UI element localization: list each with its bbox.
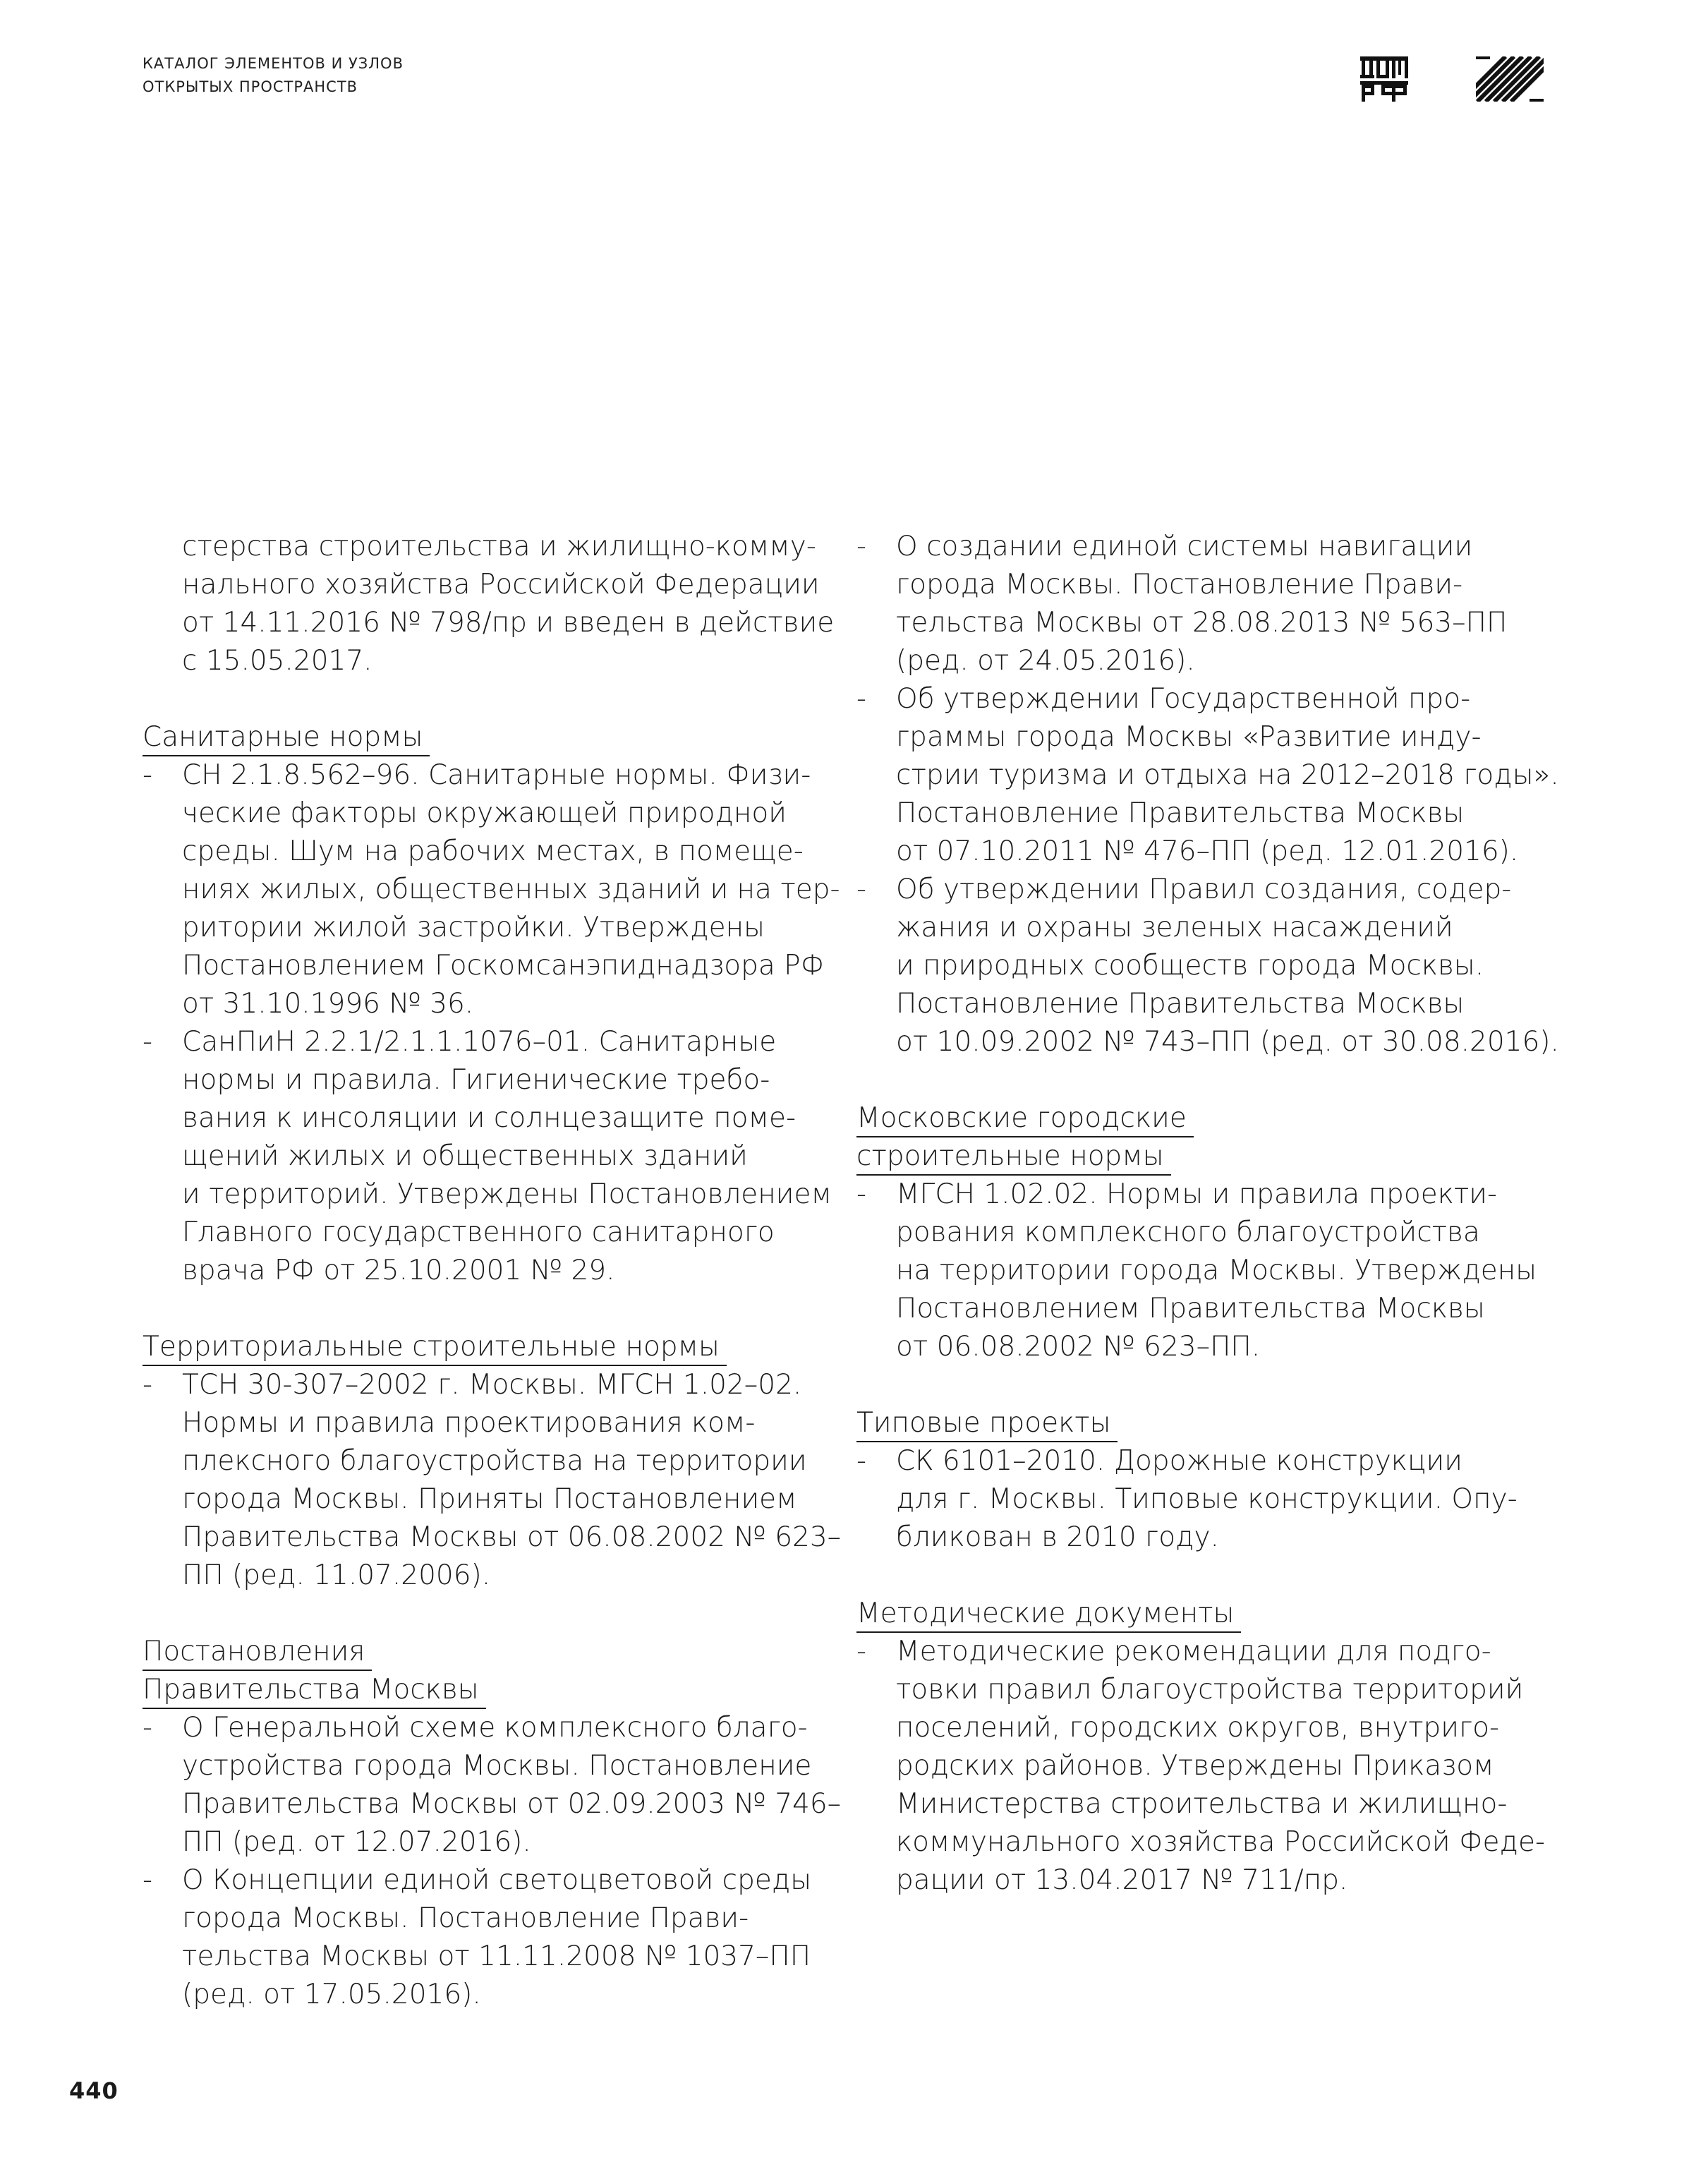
text-line: МГСН 1.02.02. Нормы и правила проекти- <box>896 1178 1498 1210</box>
list-item <box>143 756 855 1023</box>
text-line: Постановление Правительства Москвы <box>896 988 1465 1020</box>
text-line: устройства города Москвы. Постановление <box>182 1750 812 1782</box>
text-line: О создании единой системы навигации <box>896 531 1473 562</box>
text-line: Постановлением Правительства Москвы <box>896 1293 1485 1324</box>
text-line: Постановление Правительства Москвы <box>896 797 1465 829</box>
list-marker: - <box>856 1445 867 1477</box>
text-line: и природных сообществ города Москвы. <box>896 950 1484 982</box>
text-line: от 14.11.2016 № 798/пр и введен в действие <box>182 607 835 639</box>
list-item <box>143 1709 855 1861</box>
text-line: тельства Москвы от 11.11.2008 № 1037–ПП <box>182 1940 811 1972</box>
text-line: от 06.08.2002 № 623–ПП. <box>896 1331 1261 1363</box>
list-item <box>856 680 1569 871</box>
text-line: товки правил благоустройства территорий <box>896 1674 1524 1706</box>
section-heading-line: Санитарные нормы <box>143 720 430 756</box>
list-item <box>856 871 1569 1061</box>
list-item <box>856 1633 1569 1900</box>
text-line: ческие факторы окружающей природной <box>182 797 787 829</box>
section-heading <box>856 1595 1569 1633</box>
diagonal-pattern-logo-icon <box>1476 56 1544 102</box>
text-line: коммунального хозяйства Российской Феде- <box>896 1826 1546 1858</box>
running-header-line-1: КАТАЛОГ ЭЛЕМЕНТОВ И УЗЛОВ <box>143 55 404 72</box>
text-line: на территории города Москвы. Утверждены <box>896 1255 1537 1286</box>
text-line: с 15.05.2017. <box>182 645 373 677</box>
text-line: Правительства Москвы от 02.09.2003 № 746– <box>182 1788 842 1820</box>
section-heading-line: Московские городские <box>856 1101 1194 1137</box>
text-line: среды. Шум на рабочих местах, в помеще- <box>182 835 804 867</box>
list-marker: - <box>856 1636 867 1667</box>
text-line: города Москвы. Постановление Прави- <box>182 1902 749 1934</box>
list-item <box>143 1366 855 1595</box>
section-heading <box>143 718 855 756</box>
section-territorial-norms <box>143 1328 855 1595</box>
section-heading-line: Правительства Москвы <box>143 1672 486 1709</box>
left-column <box>143 528 855 2014</box>
text-line: от 31.10.1996 № 36. <box>182 988 474 1020</box>
text-line: СанПиН 2.2.1/2.1.1.1076–01. Санитарные <box>182 1026 777 1058</box>
text-line: СН 2.1.8.562–96. Санитарные нормы. Физи- <box>182 759 811 791</box>
text-line: и территорий. Утверждены Постановлением <box>182 1178 832 1210</box>
text-line: щений жилых и общественных зданий <box>182 1140 748 1172</box>
dom-rf-logo-icon <box>1360 56 1408 102</box>
section-heading <box>143 1328 855 1366</box>
text-line: Нормы и правила проектирования ком- <box>182 1407 756 1439</box>
text-line: (ред. от 24.05.2016). <box>896 645 1195 677</box>
text-line: от 10.09.2002 № 743–ПП (ред. от 30.08.2016). <box>896 1026 1559 1058</box>
section-sanitary-norms <box>143 718 855 1290</box>
list-marker: - <box>856 683 867 715</box>
running-header <box>143 52 404 99</box>
text-line: города Москвы. Постановление Прави- <box>896 569 1463 600</box>
list-marker: - <box>143 1864 153 1896</box>
text-line: от 07.10.2011 № 476–ПП (ред. 12.01.2016). <box>896 835 1519 867</box>
running-header-line-2: ОТКРЫТЫХ ПРОСТРАНСТВ <box>143 78 358 95</box>
text-line: О Генеральной схеме комплексного благо- <box>182 1712 808 1744</box>
text-line: Правительства Москвы от 06.08.2002 № 623– <box>182 1521 842 1553</box>
section-heading-line: Территориальные строительные нормы <box>143 1329 727 1366</box>
section-methodological-documents <box>856 1595 1569 1900</box>
text-line: Методические рекомендации для подго- <box>896 1636 1491 1667</box>
text-line: тельства Москвы от 28.08.2013 № 563–ПП <box>896 607 1508 639</box>
text-line: стрии туризма и отдыха на 2012–2018 годы». <box>896 759 1559 791</box>
list-marker: - <box>143 1712 153 1744</box>
text-line: граммы города Москвы «Развитие инду- <box>896 721 1482 753</box>
text-line: родских районов. Утверждены Приказом <box>896 1750 1494 1782</box>
text-line: Министерства строительства и жилищно- <box>896 1788 1508 1820</box>
intro-continuation <box>143 528 855 680</box>
text-line: ТСН 30-307–2002 г. Москвы. МГСН 1.02–02. <box>182 1369 802 1401</box>
list-item <box>856 528 1569 680</box>
text-line: нормы и правила. Гигиенические требо- <box>182 1064 770 1096</box>
text-line: вания к инсоляции и солнцезащите поме- <box>182 1102 797 1134</box>
section-heading-line: Типовые проекты <box>856 1406 1118 1442</box>
list-item <box>143 1023 855 1290</box>
text-line: СК 6101–2010. Дорожные конструкции <box>896 1445 1462 1477</box>
text-line: Постановлением Госкомсанэпиднадзора РФ <box>182 950 825 982</box>
list-marker: - <box>143 1369 153 1401</box>
section-moscow-government-resolutions <box>143 1633 855 2014</box>
section-heading <box>856 1099 1569 1176</box>
text-line: плексного благоустройства на территории <box>182 1445 807 1477</box>
list-marker: - <box>856 531 867 562</box>
text-line: ПП (ред. 11.07.2006). <box>182 1559 491 1591</box>
list-item <box>143 1861 855 2014</box>
text-line: ПП (ред. от 12.07.2016). <box>182 1826 531 1858</box>
text-line: поселений, городских округов, внутриго- <box>896 1712 1500 1744</box>
list-marker: - <box>143 1026 153 1058</box>
text-line: нального хозяйства Российской Федерации <box>182 569 820 600</box>
list-marker: - <box>143 759 153 791</box>
text-line: Главного государственного санитарного <box>182 1217 775 1248</box>
section-heading <box>856 1404 1569 1442</box>
text-line: для г. Москвы. Типовые конструкции. Опу- <box>896 1483 1518 1515</box>
section-heading <box>143 1633 855 1709</box>
list-item <box>856 1442 1569 1557</box>
text-line: рования комплексного благоустройства <box>896 1217 1480 1248</box>
text-line: врача РФ от 25.10.2001 № 29. <box>182 1255 615 1286</box>
text-line: О Концепции единой светоцветовой среды <box>182 1864 812 1896</box>
text-line: города Москвы. Приняты Постановлением <box>182 1483 797 1515</box>
text-line: стерства строительства и жилищно-комму- <box>182 531 816 562</box>
section-standard-projects <box>856 1404 1569 1557</box>
page-number: 440 <box>69 2077 119 2104</box>
list-marker: - <box>856 874 867 905</box>
section-moscow-city-building-norms <box>856 1099 1569 1366</box>
text-line: ниях жилых, общественных зданий и на тер- <box>182 874 840 905</box>
text-line: ритории жилой застройки. Утверждены <box>182 912 765 943</box>
text-line: (ред. от 17.05.2016). <box>182 1979 481 2010</box>
text-line: Об утверждении Государственной про- <box>896 683 1471 715</box>
text-line: бликован в 2010 году. <box>896 1521 1219 1553</box>
list-item <box>856 1176 1569 1366</box>
text-line: рации от 13.04.2017 № 711/пр. <box>896 1864 1348 1896</box>
right-column <box>856 528 1569 1900</box>
section-heading-line: Постановления <box>143 1634 372 1671</box>
section-heading-line: строительные нормы <box>856 1139 1171 1176</box>
text-line: жания и охраны зеленых насаждений <box>896 912 1453 943</box>
section-heading-line: Методические документы <box>856 1596 1241 1633</box>
list-marker: - <box>856 1178 867 1210</box>
text-line: Об утверждении Правил создания, содер- <box>896 874 1512 905</box>
